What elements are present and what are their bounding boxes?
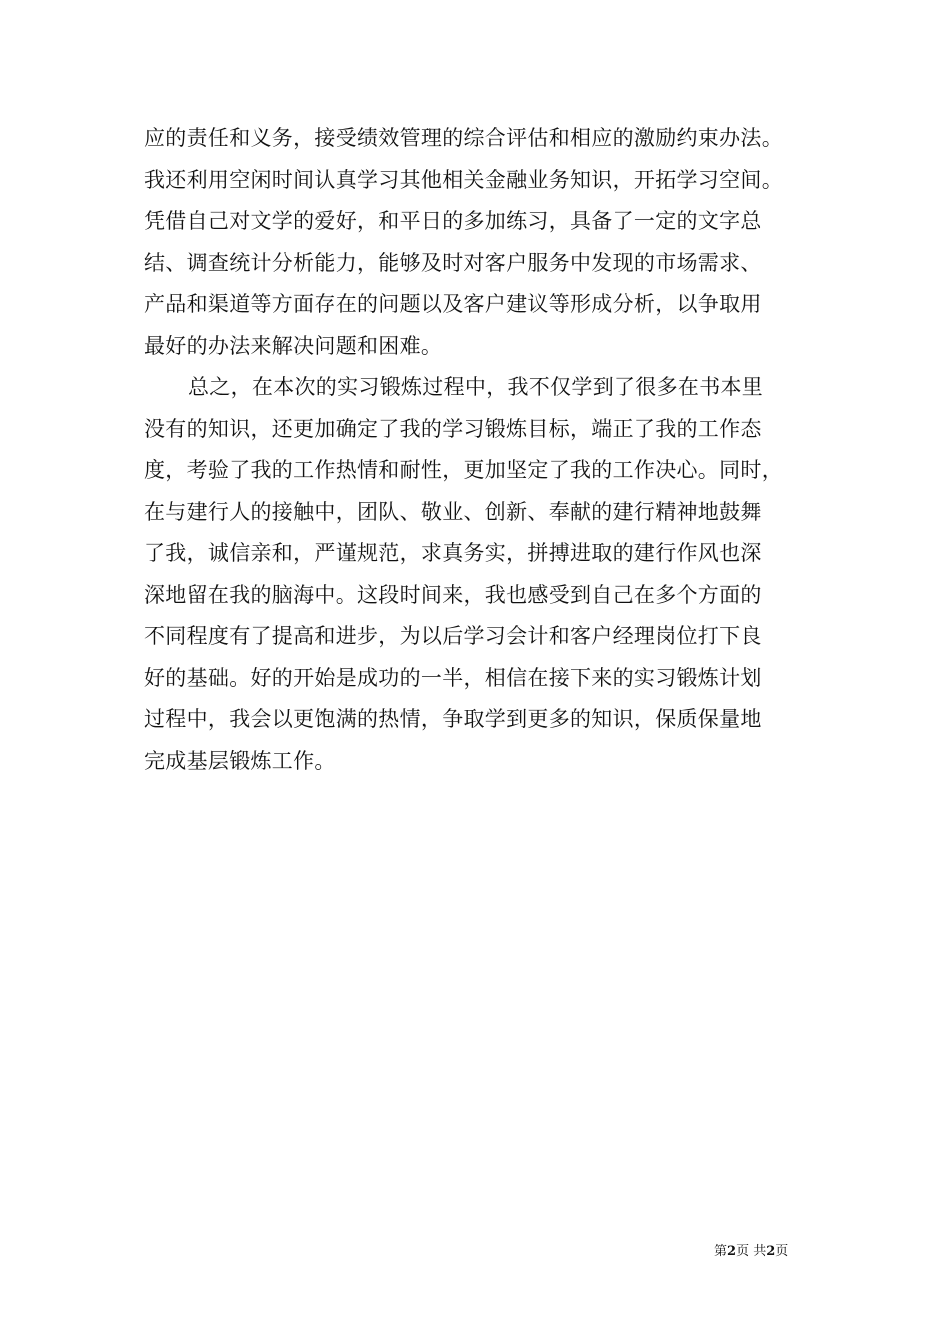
- text-line: 度，考验了我的工作热情和耐性，更加坚定了我的工作决心。同时，: [144, 458, 783, 482]
- document-body: [144, 118, 824, 782]
- text-line: 最好的办法来解决问题和困难。: [144, 333, 443, 358]
- text-line: 产品和渠道等方面存在的问题以及客户建议等形成分析，以争取用: [144, 292, 762, 316]
- footer-prefix: 第: [714, 1244, 728, 1259]
- footer-middle: 页 共: [736, 1244, 767, 1259]
- footer-suffix: 页: [775, 1244, 789, 1259]
- text-line: 深地留在我的脑海中。这段时间来，我也感受到自己在多个方面的: [144, 582, 762, 607]
- text-line: 过程中，我会以更饱满的热情，争取学到更多的知识，保质保量地: [144, 707, 762, 731]
- text-line: 完成基层锻炼工作。: [144, 748, 336, 773]
- page-number-footer: [714, 1244, 788, 1260]
- text-line: 了我，诚信亲和，严谨规范，求真务实，拼搏进取的建行作风也深: [144, 541, 762, 565]
- current-page-number: 2: [727, 1244, 737, 1259]
- paragraph-2: [144, 367, 824, 782]
- total-page-count: 2: [766, 1244, 776, 1259]
- text-line: 好的基础。好的开始是成功的一半，相信在接下来的实习锻炼计划: [144, 665, 762, 690]
- text-line: 应的责任和义务，接受绩效管理的综合评估和相应的激励约束办法。: [144, 126, 783, 150]
- text-line: 不同程度有了提高和进步，为以后学习会计和客户经理岗位打下良: [144, 624, 762, 648]
- text-line: 凭借自己对文学的爱好，和平日的多加练习，具备了一定的文字总: [144, 209, 762, 233]
- text-line: 没有的知识，还更加确定了我的学习锻炼目标，端正了我的工作态: [144, 416, 762, 441]
- text-line: 在与建行人的接触中，团队、敬业、创新、奉献的建行精神地鼓舞: [144, 499, 762, 524]
- paragraph-1: [144, 118, 824, 367]
- text-line: 结、调查统计分析能力，能够及时对客户服务中发现的市场需求、: [144, 250, 762, 275]
- text-line-indented: 总之，在本次的实习锻炼过程中，我不仅学到了很多在书本里: [188, 375, 764, 399]
- text-line: 我还利用空闲时间认真学习其他相关金融业务知识，开拓学习空间。: [144, 167, 783, 192]
